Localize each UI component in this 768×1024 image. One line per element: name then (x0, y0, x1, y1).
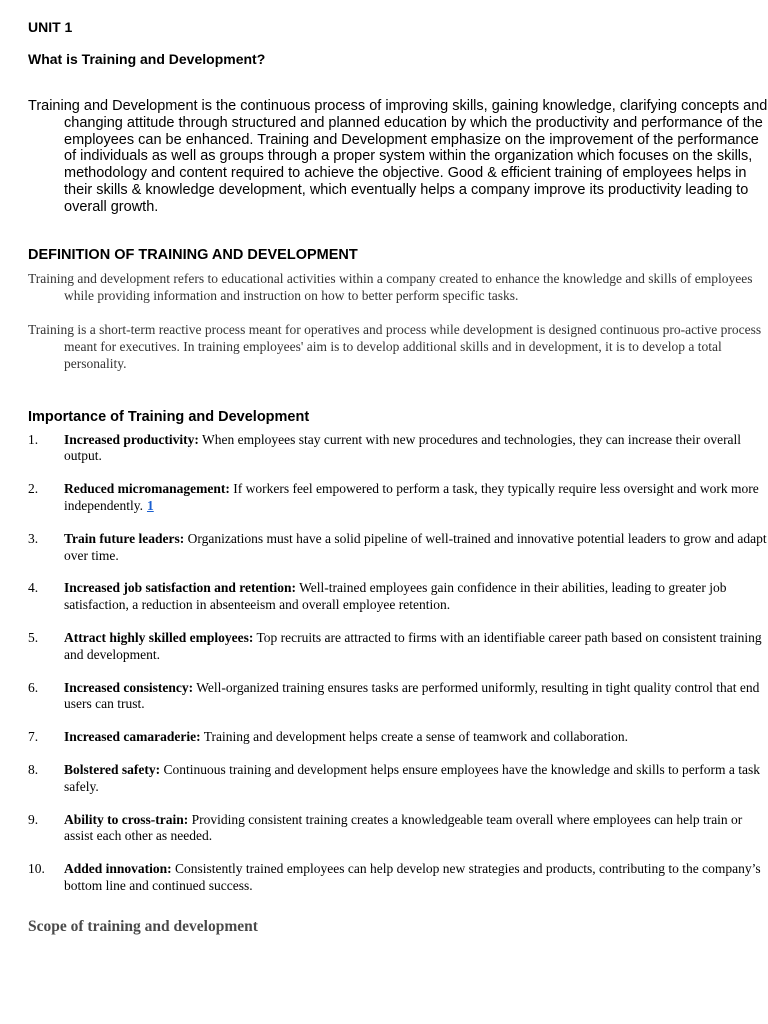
item-title: Reduced micromanagement: (64, 481, 230, 497)
item-number: 5. (28, 629, 39, 645)
importance-heading: Importance of Training and Development (28, 408, 310, 425)
item-text: If workers feel empowered to perform a task, they typically require less oversight and work more independently. (64, 481, 759, 513)
definition-paragraph-2: Training is a short-term reactive process meant for operatives and process while development is designed continuous pro-active process meant for executives. In training employees' aim is to develop additional skills and in development, it is to develop a total personality. (28, 321, 762, 371)
item-title: Ability to cross-train: (64, 811, 189, 827)
importance-item (28, 861, 768, 895)
importance-item (28, 580, 768, 614)
importance-item (28, 630, 768, 664)
item-number: 10. (28, 861, 45, 877)
intro-paragraph: Training and Development is the continuous process of improving skills, gaining knowledge, clarifying concepts and changing attitude through structured and planned education by which the productivity and performance of the employees can be enhanced. Training and Development emphasize on the improvement of the performance of individuals as well as groups through a proper system within the organization which focuses on the skills, methodology and content required to achieve the objective. Good & efficient training of employees helps in their skills & knowledge development, which eventually helps a company improve its productivity leading to overall growth. (28, 98, 768, 215)
item-text: Consistently trained employees can help develop new strategies and products, contributing to the company’s bottom line and continued success. (64, 861, 761, 893)
item-title: Train future leaders: (64, 530, 185, 546)
importance-item (28, 812, 768, 846)
item-title: Increased productivity: (64, 431, 199, 447)
item-title: Increased job satisfaction and retention: (64, 580, 296, 596)
item-text: Providing consistent training creates a knowledgeable team overall where employees can help train or assist each other as needed. (64, 811, 743, 844)
definition-heading: DEFINITION OF TRAINING AND DEVELOPMENT (28, 246, 358, 263)
item-text: Well-organized training ensures tasks are performed uniformly, resulting in tight quality control that end users can trust. (64, 679, 760, 712)
item-text: When employees stay current with new procedures and technologies, they can increase their overall output. (64, 431, 742, 464)
document-page (28, 18, 768, 937)
reference-link[interactable]: 1 (146, 497, 154, 513)
importance-item (28, 762, 768, 796)
item-number: 1. (28, 431, 39, 447)
item-number: 2. (28, 481, 39, 497)
item-text: Training and development helps create a sense of teamwork and collaboration. (203, 729, 628, 745)
item-number: 9. (28, 811, 39, 827)
item-text: Organizations must have a solid pipeline of well-trained and innovative potential leaders to grow and adapt over time. (64, 530, 767, 563)
item-text: Continuous training and development helps ensure employees have the knowledge and skills to perform a task safely. (64, 761, 760, 794)
item-text: Top recruits are attracted to firms with an identifiable career path based on consistent training and development. (64, 629, 762, 662)
importance-item (28, 481, 768, 515)
item-number: 8. (28, 761, 39, 777)
item-title: Increased camaraderie: (64, 729, 201, 745)
unit-label: UNIT 1 (28, 19, 73, 35)
item-number: 6. (28, 679, 39, 695)
item-title: Attract highly skilled employees: (64, 629, 254, 645)
item-number: 4. (28, 580, 39, 596)
item-text: Well-trained employees gain confidence in their abilities, leading to greater job satisfaction, a reduction in absenteeism and overall employee retention. (64, 580, 727, 613)
importance-item (28, 531, 768, 565)
definition-paragraph-1: Training and development refers to educational activities within a company created to enhance the knowledge and skills of employees while providing information and instruction on how to better perform specific tasks. (28, 270, 753, 303)
item-title: Increased consistency: (64, 679, 194, 695)
importance-item (28, 432, 768, 466)
item-number: 7. (28, 729, 39, 745)
question-title: What is Training and Development? (28, 51, 266, 67)
scope-heading: Scope of training and development (28, 917, 258, 935)
importance-list (28, 432, 768, 895)
importance-item (28, 729, 768, 746)
importance-item (28, 680, 768, 714)
item-title: Bolstered safety: (64, 761, 161, 777)
item-title: Added innovation: (64, 861, 172, 877)
item-number: 3. (28, 530, 39, 546)
